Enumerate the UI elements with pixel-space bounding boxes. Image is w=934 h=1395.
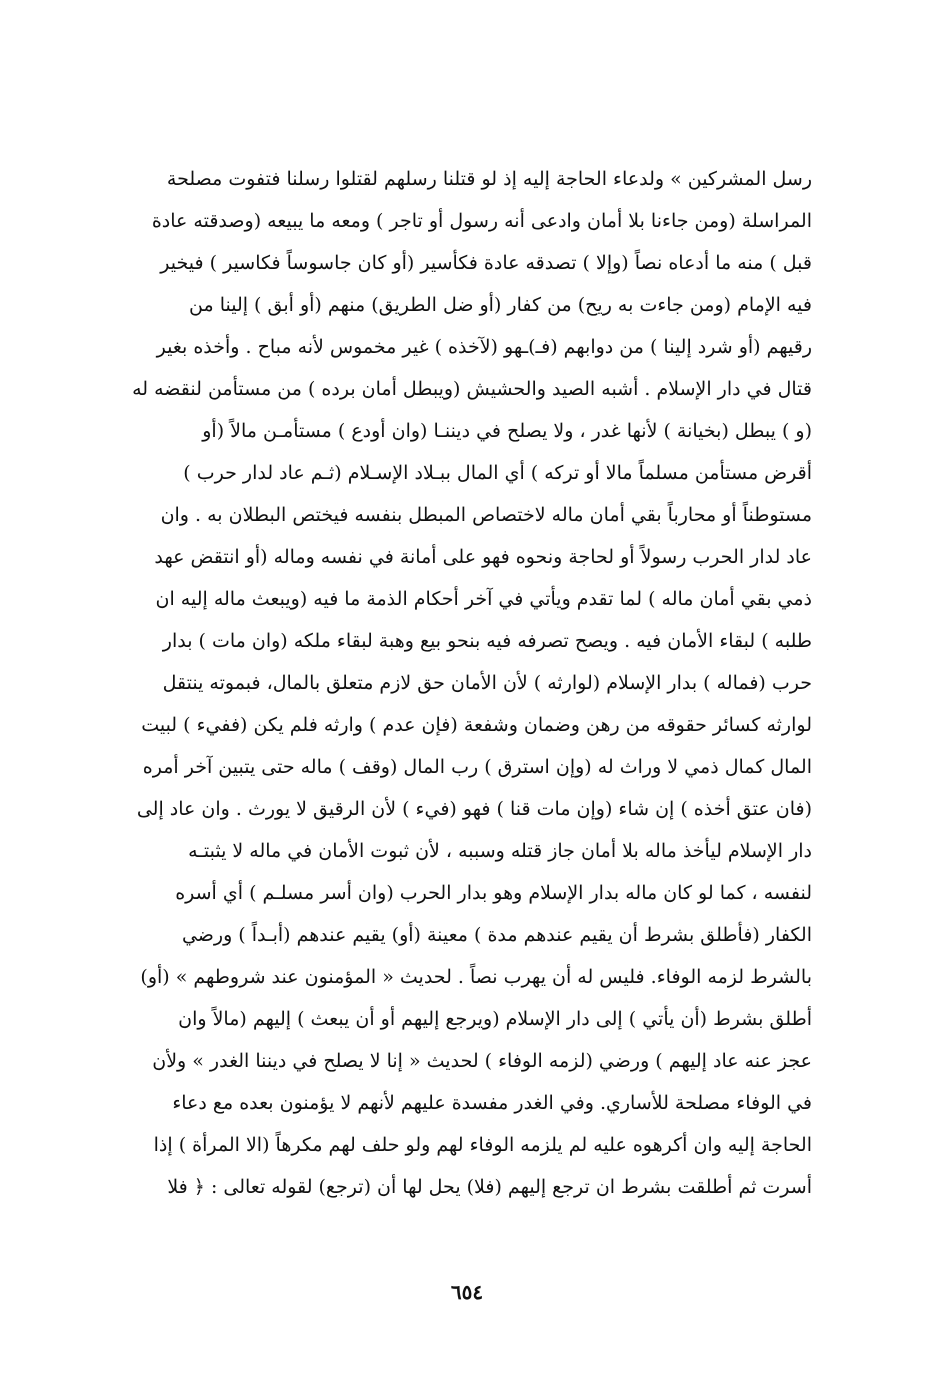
text-line: (فان عتق أخذه ) إن شاء (وإن مات قنا ) فهو (فيء ) لأن الرقيق لا يورث . وان عاد إلى xyxy=(136,798,812,820)
text-line: أقرض مستأمن مسلماً مالا أو تركه ) أي المال ببـلاد الإسـلام (ثـم عاد لدار حرب ) xyxy=(183,462,812,484)
text-line: لوارثه كسائر حقوقه من رهن وضمان وشفعة (فإن عدم ) وارثه فلم يكن (ففيء ) لبيت xyxy=(141,714,812,736)
text-line: أسرت ثم أطلقت بشرط ان ترجع إليهم (فلا) يحل لها أن (ترجع) لقوله تعالى : ﴿ فلا xyxy=(167,1176,812,1198)
page-number: ٦٥٤ xyxy=(450,1280,484,1304)
text-line: قتال في دار الإسلام . أشبه الصيد والحشيش (ويبطل أمان برده ) من مستأمن لنقضه له xyxy=(132,378,812,400)
text-line: رسل المشركين » ولدعاء الحاجة إليه إذ لو قتلنا رسلهم لقتلوا رسلنا فتفوت مصلحة xyxy=(166,168,812,190)
body-text xyxy=(100,158,812,1208)
text-line: عجز عنه عاد إليهم ) ورضي (لزمه الوفاء ) لحديث « إنا لا يصلح في ديننا الغدر » ولأن xyxy=(152,1050,812,1072)
text-line: رقيهم (أو شرد إلينا ) من دوابهم (فـ)ـهو (لآخذه ) غير مخموس لأنه مباح . وأخذه بغير xyxy=(156,336,812,358)
text-line: لنفسه ، كما لو كان ماله بدار الإسلام وهو بدار الحرب (وان أسر مسلـم ) أي أسره xyxy=(175,882,812,904)
text-line: قبل ) منه ما أدعاه نصاً (وإلا ) تصدقه عادة فكأسير (أو كان جاسوساً فكاسير ) فيخير xyxy=(160,252,812,274)
text-line: في الوفاء مصلحة للأساري. وفي الغدر مفسدة عليهم لأنهم لا يؤمنون بعده مع دعاء xyxy=(172,1092,812,1114)
text-line: طلبه ) لبقاء الأمان فيه . ويصح تصرفه فيه بنحو بيع وهبة لبقاء ملكه (وان مات ) بدار xyxy=(162,630,812,652)
text-line: الحاجة إليه وان أكرهوه عليه لم يلزمه الوفاء لهم ولو حلف لهم مكرهاً (الا المرأة ) إذا xyxy=(153,1134,812,1156)
text-line: عاد لدار الحرب رسولاً أو لحاجة ونحوه فهو على أمانة في نفسه وماله (أو انتقض عهد xyxy=(154,546,812,568)
text-line: المال كمال ذمي لا وراث له (وإن استرق ) رب المال (وقف ) ماله حتى يتبين آخر أمره xyxy=(142,756,812,778)
text-line: مستوطناً أو محارباً بقي أمان ماله لاختصاص المبطل بنفسه فيختص البطلان به . وان xyxy=(160,504,812,526)
text-line: أطلق بشرط (أن يأتي ) إلى دار الإسلام (ويرجع إليهم أو أن يبعث ) إليهم (مالاً وان xyxy=(178,1008,812,1030)
text-line: حرب (فماله ) بدار الإسلام (لوارثه ) لأن الأمان حق لازم متعلق بالمال، فبموته ينتقل xyxy=(162,672,812,694)
text-line: فيه الإمام (ومن جاءت به ريح) من كفار (أو ضل الطريق) منهم (أو أبق ) إلينا من xyxy=(189,294,812,316)
text-line: ذمي بقي أمان ماله ) لما تقدم ويأتي في آخر أحكام الذمة ما فيه (ويبعث ماله إليه ان xyxy=(155,588,812,610)
text-line: بالشرط لزمه الوفاء. فليس له أن يهرب نصاً . لحديث « المؤمنون عند شروطهم » (أو) xyxy=(140,966,812,988)
text-line: المراسلة (ومن جاءنا بلا أمان وادعى أنه رسول أو تاجر ) ومعه ما يبيعه (وصدقته عادة xyxy=(151,210,812,232)
text-line: دار الإسلام ليأخذ ماله بلا أمان جاز قتله وسببه ، لأن ثبوت الأمان في ماله لا يثبتـه xyxy=(188,840,812,862)
text-line: (و ) يبطل (بخيانة ) لأنها غدر ، ولا يصلح في ديننـا (وان أودع ) مستأمـن مالاً (أو xyxy=(202,420,812,442)
text-line: الكفار (فأطلق بشرط أن يقيم عندهم مدة ) معينة (أو) يقيم عندهم (أبـداً ) ورضي xyxy=(181,924,812,946)
